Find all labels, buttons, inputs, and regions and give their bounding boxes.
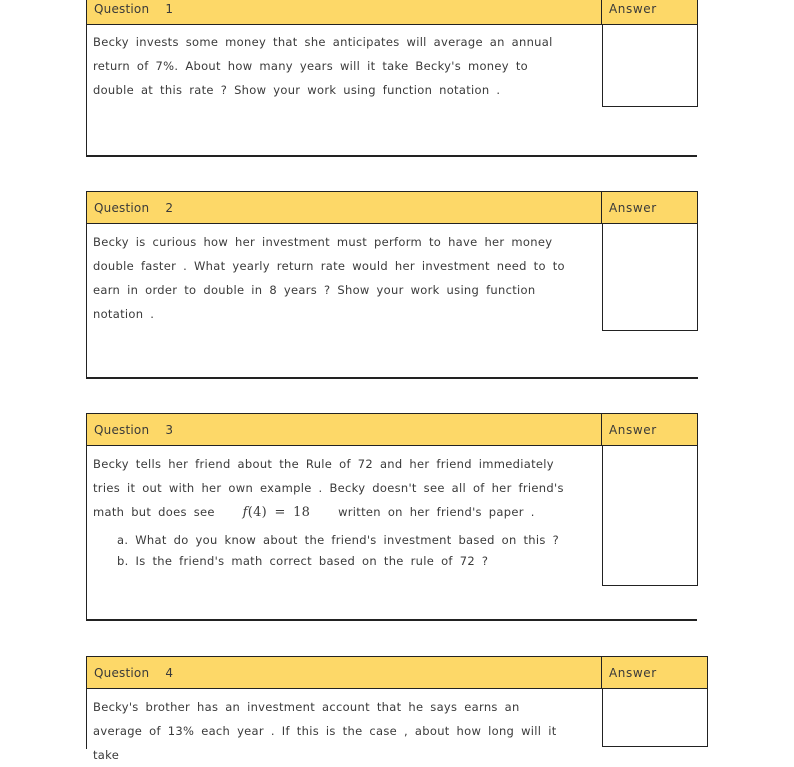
question-number: 3 bbox=[165, 423, 174, 437]
answer-box-1[interactable] bbox=[602, 25, 698, 107]
question-text-2 bbox=[93, 230, 588, 326]
function-notation bbox=[243, 505, 311, 520]
question-line: tries it out with her own example . Becky doesn't see all of her friend's bbox=[93, 481, 564, 495]
question-header-1 bbox=[86, 0, 602, 25]
question-border-4 bbox=[86, 689, 87, 749]
question-number: 1 bbox=[165, 2, 174, 16]
question-text-1 bbox=[93, 30, 588, 102]
answer-header-3 bbox=[602, 413, 698, 446]
question-border-2 bbox=[86, 224, 87, 378]
answer-label: Answer bbox=[609, 201, 657, 215]
question-number: 2 bbox=[165, 201, 174, 215]
question-bottom-line-1 bbox=[86, 155, 697, 157]
question-label: Question bbox=[94, 423, 150, 437]
question-line: Becky's brother has an investment account that he says earns an bbox=[93, 700, 520, 714]
question-line: notation . bbox=[93, 307, 155, 321]
question-line: Becky tells her friend about the Rule of 72 and her friend immediately bbox=[93, 457, 554, 471]
question-line: double at this rate ? Show your work using function notation . bbox=[93, 83, 501, 97]
answer-box-4[interactable] bbox=[602, 689, 708, 747]
function-symbol: f bbox=[242, 505, 248, 520]
question-label: Question bbox=[94, 666, 150, 680]
question-line: return of 7%. About how many years will it take Becky's money to bbox=[93, 59, 528, 73]
question-line-end: written on her friend's paper . bbox=[338, 505, 535, 519]
question-number: 4 bbox=[165, 666, 174, 680]
question-border-1 bbox=[86, 25, 87, 156]
question-border-3 bbox=[86, 446, 87, 621]
function-expression: (4) = 18 bbox=[247, 505, 311, 520]
question-header-2 bbox=[86, 191, 602, 224]
answer-label: Answer bbox=[609, 666, 657, 680]
sub-question-a: a. What do you know about the friend's investment based on this ? bbox=[117, 533, 560, 547]
answer-header-4 bbox=[602, 656, 708, 689]
question-line-start: math but does see bbox=[93, 505, 215, 519]
answer-box-3[interactable] bbox=[602, 446, 698, 586]
question-label: Question bbox=[94, 201, 150, 215]
question-bottom-line-3 bbox=[86, 619, 697, 621]
question-header-3 bbox=[86, 413, 602, 446]
sub-question-list bbox=[117, 530, 597, 572]
question-text-4 bbox=[93, 695, 588, 767]
question-header-4 bbox=[86, 656, 602, 689]
question-line: average of 13% each year . If this is the case , about how long will it take bbox=[93, 724, 557, 762]
question-label: Question bbox=[94, 2, 150, 16]
answer-header-2 bbox=[602, 191, 698, 224]
question-line: earn in order to double in 8 years ? Show your work using function bbox=[93, 283, 536, 297]
sub-question-b: b. Is the friend's math correct based on the rule of 72 ? bbox=[117, 554, 489, 568]
answer-label: Answer bbox=[609, 423, 657, 437]
question-line bbox=[93, 500, 588, 525]
question-line: double faster . What yearly return rate would her investment need to to bbox=[93, 259, 565, 273]
question-line: Becky is curious how her investment must perform to have her money bbox=[93, 235, 553, 249]
answer-label: Answer bbox=[609, 2, 657, 16]
question-text-3 bbox=[93, 452, 588, 525]
answer-box-2[interactable] bbox=[602, 224, 698, 331]
answer-header-1 bbox=[602, 0, 698, 25]
question-line: Becky invests some money that she anticipates will average an annual bbox=[93, 35, 553, 49]
question-bottom-line-2 bbox=[86, 377, 698, 379]
